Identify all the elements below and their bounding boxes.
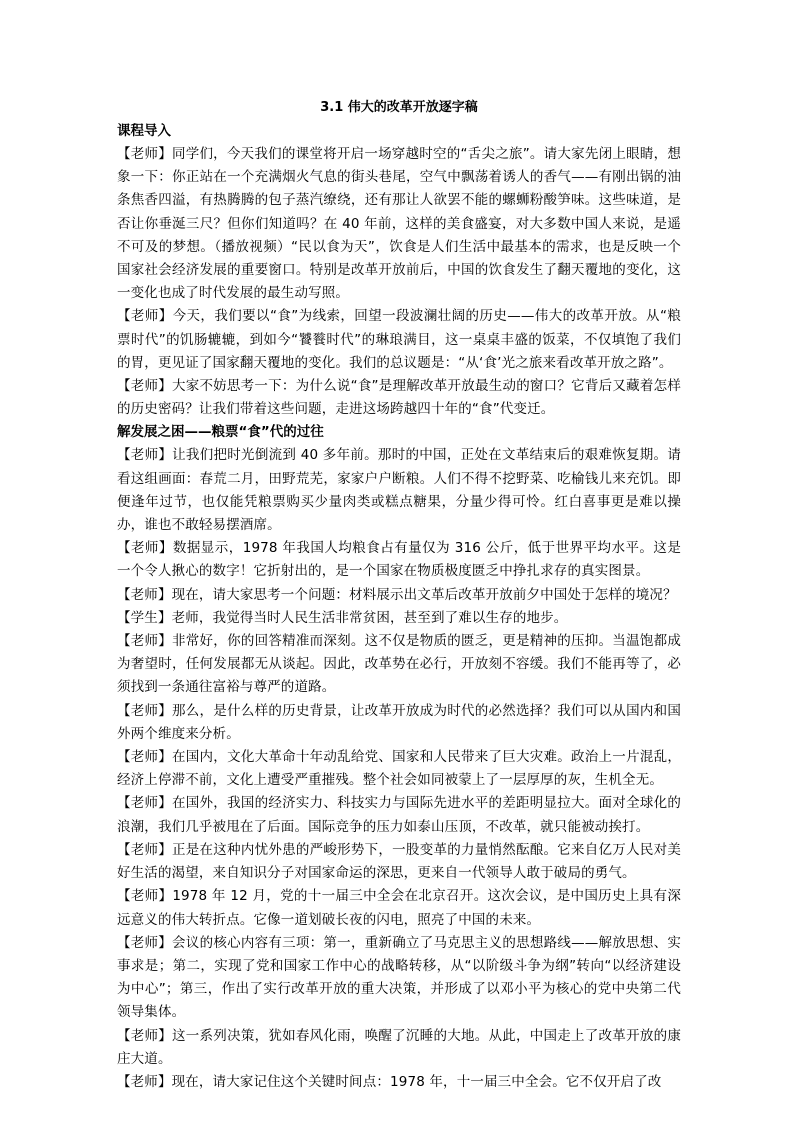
paragraph: 【老师】正是在这种内忧外患的严峻形势下，一股变革的力量悄然酝酿。它来自亿万人民对美好生活的渴望，来自知识分子对国家命运的深思，更来自一代领导人敢于破局的勇气。: [117, 841, 681, 882]
paragraph: 【老师】现在，请大家记住这个关键时间点：1978 年，十一届三中全会。它不仅开启了改: [117, 1073, 662, 1090]
paragraph: 【老师】在国内，文化大革命十年动乱给党、国家和人民带来了巨大灾难。政治上一片混乱，经济上停滞不前，文化上遭受严重摧残。整个社会如同被蒙上了一层厚厚的灰，生机全无。: [117, 749, 681, 789]
paragraph: 【老师】同学们，今天我们的课堂将开启一场穿越时空的“舌尖之旅”。请大家先闭上眼睛，想象一下：你正站在一个充满烟火气息的街头巷尾，空气中飘荡着诱人的香气——有刚出锅的油条焦香四溢，有热腾腾的包子蒸汽缭绕，还有那让人欲罢不能的螺蛳粉酸笋味。这些味道，是否让你垂涎三尺？但你们知道吗？在 40 年前，这样的美食盛宴，对大多数中国人来说，是遥不可及的梦想。（播放视频）“民以食为天”，饮食是人们生活中最基本的需求，也是反映一个国家社会经济发展的重要窗口。特别是改革开放前后，中国的饮食发生了翻天覆地的变化，这一变化也成了时代发展的最生动写照。: [117, 146, 681, 302]
paragraph: 【老师】非常好，你的回答精准而深刻。这不仅是物质的匮乏，更是精神的压抑。当温饱都成为奢望时，任何发展都无从谈起。因此，改革势在必行，开放刻不容缓。我们不能再等了，必须找到一条通往富裕与尊严的道路。: [117, 633, 681, 696]
document-page: [117, 98, 681, 1094]
paragraph: 【老师】会议的核心内容有三项：第一，重新确立了马克思主义的思想路线——解放思想、实事求是；第二，实现了党和国家工作中心的战略转移，从“以阶级斗争为纲”转向“以经济建设为中心”；第三，作出了实行改革开放的重大决策，并形成了以邓小平为核心的党中央第二代领导集体。: [117, 934, 681, 1021]
paragraph: 【老师】1978 年 12 月，党的十一届三中全会在北京召开。这次会议，是中国历史上具有深远意义的伟大转折点。它像一道划破长夜的闪电，照亮了中国的未来。: [117, 888, 681, 928]
paragraph: 【老师】这一系列决策，犹如春风化雨，唤醒了沉睡的大地。从此，中国走上了改革开放的康庄大道。: [117, 1027, 681, 1067]
paragraph: 【老师】在国外，我国的经济实力、科技实力与国际先进水平的差距明显拉大。面对全球化的浪潮，我们几乎被甩在了后面。国际竞争的压力如泰山压顶，不改革，就只能被动挨打。: [117, 795, 681, 835]
paragraph: 【老师】今天，我们要以“食”为线索，回望一段波澜壮阔的历史——伟大的改革开放。从“粮票时代”的饥肠辘辘，到如今“饕餮时代”的琳琅满目，这一桌桌丰盛的饭菜，不仅填饱了我们的胃，更见证了国家翻天覆地的变化。我们的总议题是：“从‘食’光之旅来看改革开放之路”。: [117, 308, 681, 371]
paragraph: 【老师】那么，是什么样的历史背景，让改革开放成为时代的必然选择？我们可以从国内和国外两个维度来分析。: [117, 702, 681, 742]
paragraph: 【学生】老师，我觉得当时人民生活非常贫困，甚至到了难以生存的地步。: [117, 609, 568, 626]
section-heading-intro: 课程导入: [117, 123, 171, 139]
paragraph: 【老师】现在，请大家思考一个问题：材料展示出文革后改革开放前夕中国处于怎样的境况？: [117, 586, 677, 603]
document-title: 3.1 伟大的改革开放逐字稿: [320, 100, 478, 115]
paragraph: 【老师】数据显示，1978 年我国人均粮食占有量仅为 316 公斤，低于世界平均水平。这是一个令人揪心的数字！它折射出的，是一个国家在物质极度匮乏中挣扎求存的真实图景。: [117, 540, 681, 580]
paragraph: 【老师】让我们把时光倒流到 40 多年前。那时的中国，正处在文革结束后的艰难恢复期。请看这组画面：春荒二月，田野荒芜，家家户户断粮。人们不得不挖野菜、吃榆钱儿来充饥。即便逢年过节，也仅能凭粮票购买少量肉类或糕点糖果，分量少得可怜。红白喜事更是难以操办，谁也不敢轻易摆酒席。: [117, 447, 681, 534]
paragraph: 【老师】大家不妨思考一下：为什么说“食”是理解改革开放最生动的窗口？它背后又藏着怎样的历史密码？让我们带着这些问题，走进这场跨越四十年的“食”代变迁。: [117, 378, 681, 418]
section-heading-ration-era: 解发展之困——粮票“食”代的过往: [117, 424, 324, 441]
